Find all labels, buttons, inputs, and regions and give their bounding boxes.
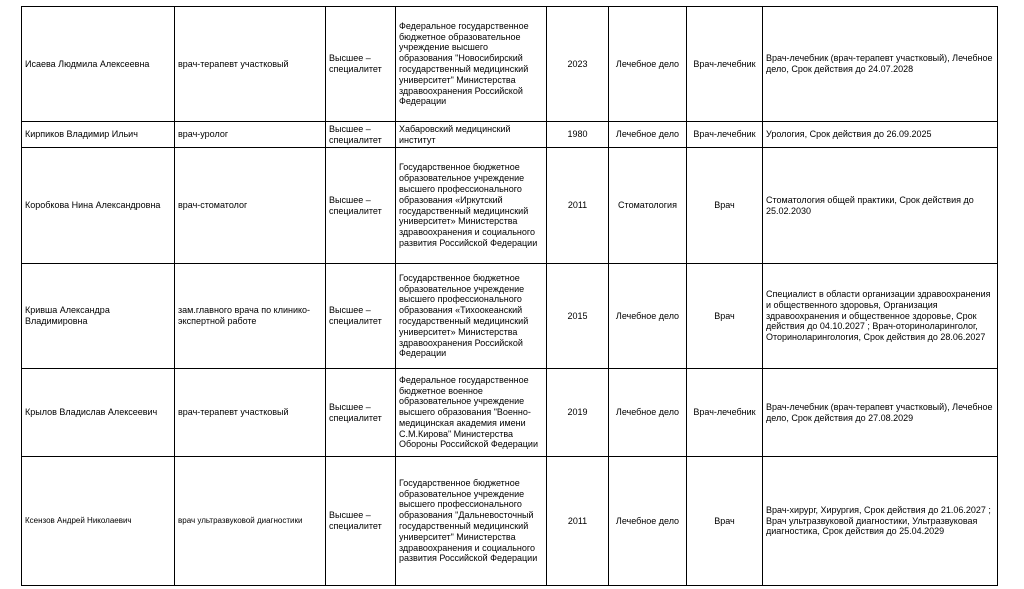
qualification: Врач-лечебник	[687, 7, 763, 122]
graduation-year: 2015	[547, 264, 609, 369]
position: врач-стоматолог	[175, 148, 326, 264]
institution: Федеральное государственное бюджетное образовательное учреждение высшего образования "Новосибирский государственный медицинский университет" Министерства здравоохранения Российской Федерации	[396, 7, 547, 122]
employee-name: Крылов Владислав Алексеевич	[22, 369, 175, 457]
position: врач-терапевт участковый	[175, 369, 326, 457]
education-level: Высшее – специалитет	[326, 369, 396, 457]
table-row	[22, 264, 998, 369]
specialty: Лечебное дело	[609, 122, 687, 148]
employee-name: Коробкова Нина Александровна	[22, 148, 175, 264]
specialty: Лечебное дело	[609, 457, 687, 586]
institution: Государственное бюджетное образовательное учреждение высшего профессионального образования «Тихоокеанский государственный медицинский университет» Министерства здравоохранения Российской Федерации	[396, 264, 547, 369]
certificate: Врач-лечебник (врач-терапевт участковый), Лечебное дело, Срок действия до 24.07.2028	[763, 7, 998, 122]
graduation-year: 2011	[547, 148, 609, 264]
table-row	[22, 148, 998, 264]
staff-table	[21, 6, 998, 586]
qualification: Врач-лечебник	[687, 122, 763, 148]
table-row	[22, 457, 998, 586]
institution: Государственное бюджетное образовательное учреждение высшего профессионального образования «Иркутский государственный медицинский университет» Министерства здравоохранения и социального развития Российской Федерации	[396, 148, 547, 264]
certificate: Урология, Срок действия до 26.09.2025	[763, 122, 998, 148]
table-row	[22, 122, 998, 148]
graduation-year: 2011	[547, 457, 609, 586]
employee-name: Исаева Людмила Алексеевна	[22, 7, 175, 122]
qualification: Врач	[687, 457, 763, 586]
specialty: Стоматология	[609, 148, 687, 264]
specialty: Лечебное дело	[609, 264, 687, 369]
education-level: Высшее – специалитет	[326, 122, 396, 148]
education-level: Высшее – специалитет	[326, 264, 396, 369]
position: врач-терапевт участковый	[175, 7, 326, 122]
table-row	[22, 369, 998, 457]
employee-name: Ксензов Андрей Николаевич	[22, 457, 175, 586]
specialty: Лечебное дело	[609, 7, 687, 122]
education-level: Высшее – специалитет	[326, 457, 396, 586]
institution: Государственное бюджетное образовательное учреждение высшего профессионального образования "Дальневосточный государственный медицинский университет" Министерства здравоохранения и социального развития Российской Федерации	[396, 457, 547, 586]
certificate: Врач-хирург, Хирургия, Срок действия до 21.06.2027 ; Врач ультразвуковой диагностики, Ультразвуковая диагностика, Срок действия до 25.04.2029	[763, 457, 998, 586]
education-level: Высшее – специалитет	[326, 7, 396, 122]
institution: Федеральное государственное бюджетное военное образовательное учреждение высшего образования "Военно-медицинская академия имени С.М.Кирова" Министерства Обороны Российской Федерации	[396, 369, 547, 457]
employee-name: Кирпиков Владимир Ильич	[22, 122, 175, 148]
table-row	[22, 7, 998, 122]
certificate: Специалист в области организации здравоохранения и общественного здоровья, Организация здравоохранения и общественное здоровье, Срок действия до 04.10.2027 ; Врач-оториноларинголог, Оториноларингология, Срок действия до 28.06.2027	[763, 264, 998, 369]
graduation-year: 1980	[547, 122, 609, 148]
education-level: Высшее – специалитет	[326, 148, 396, 264]
specialty: Лечебное дело	[609, 369, 687, 457]
position: врач-уролог	[175, 122, 326, 148]
certificate: Врач-лечебник (врач-терапевт участковый), Лечебное дело, Срок действия до 27.08.2029	[763, 369, 998, 457]
certificate: Стоматология общей практики, Срок действия до 25.02.2030	[763, 148, 998, 264]
qualification: Врач-лечебник	[687, 369, 763, 457]
qualification: Врач	[687, 148, 763, 264]
institution: Хабаровский медицинский институт	[396, 122, 547, 148]
graduation-year: 2019	[547, 369, 609, 457]
position: зам.главного врача по клинико-экспертной работе	[175, 264, 326, 369]
employee-name: Крившa Александра Владимировна	[22, 264, 175, 369]
graduation-year: 2023	[547, 7, 609, 122]
position: врач ультразвуковой диагностики	[175, 457, 326, 586]
qualification: Врач	[687, 264, 763, 369]
